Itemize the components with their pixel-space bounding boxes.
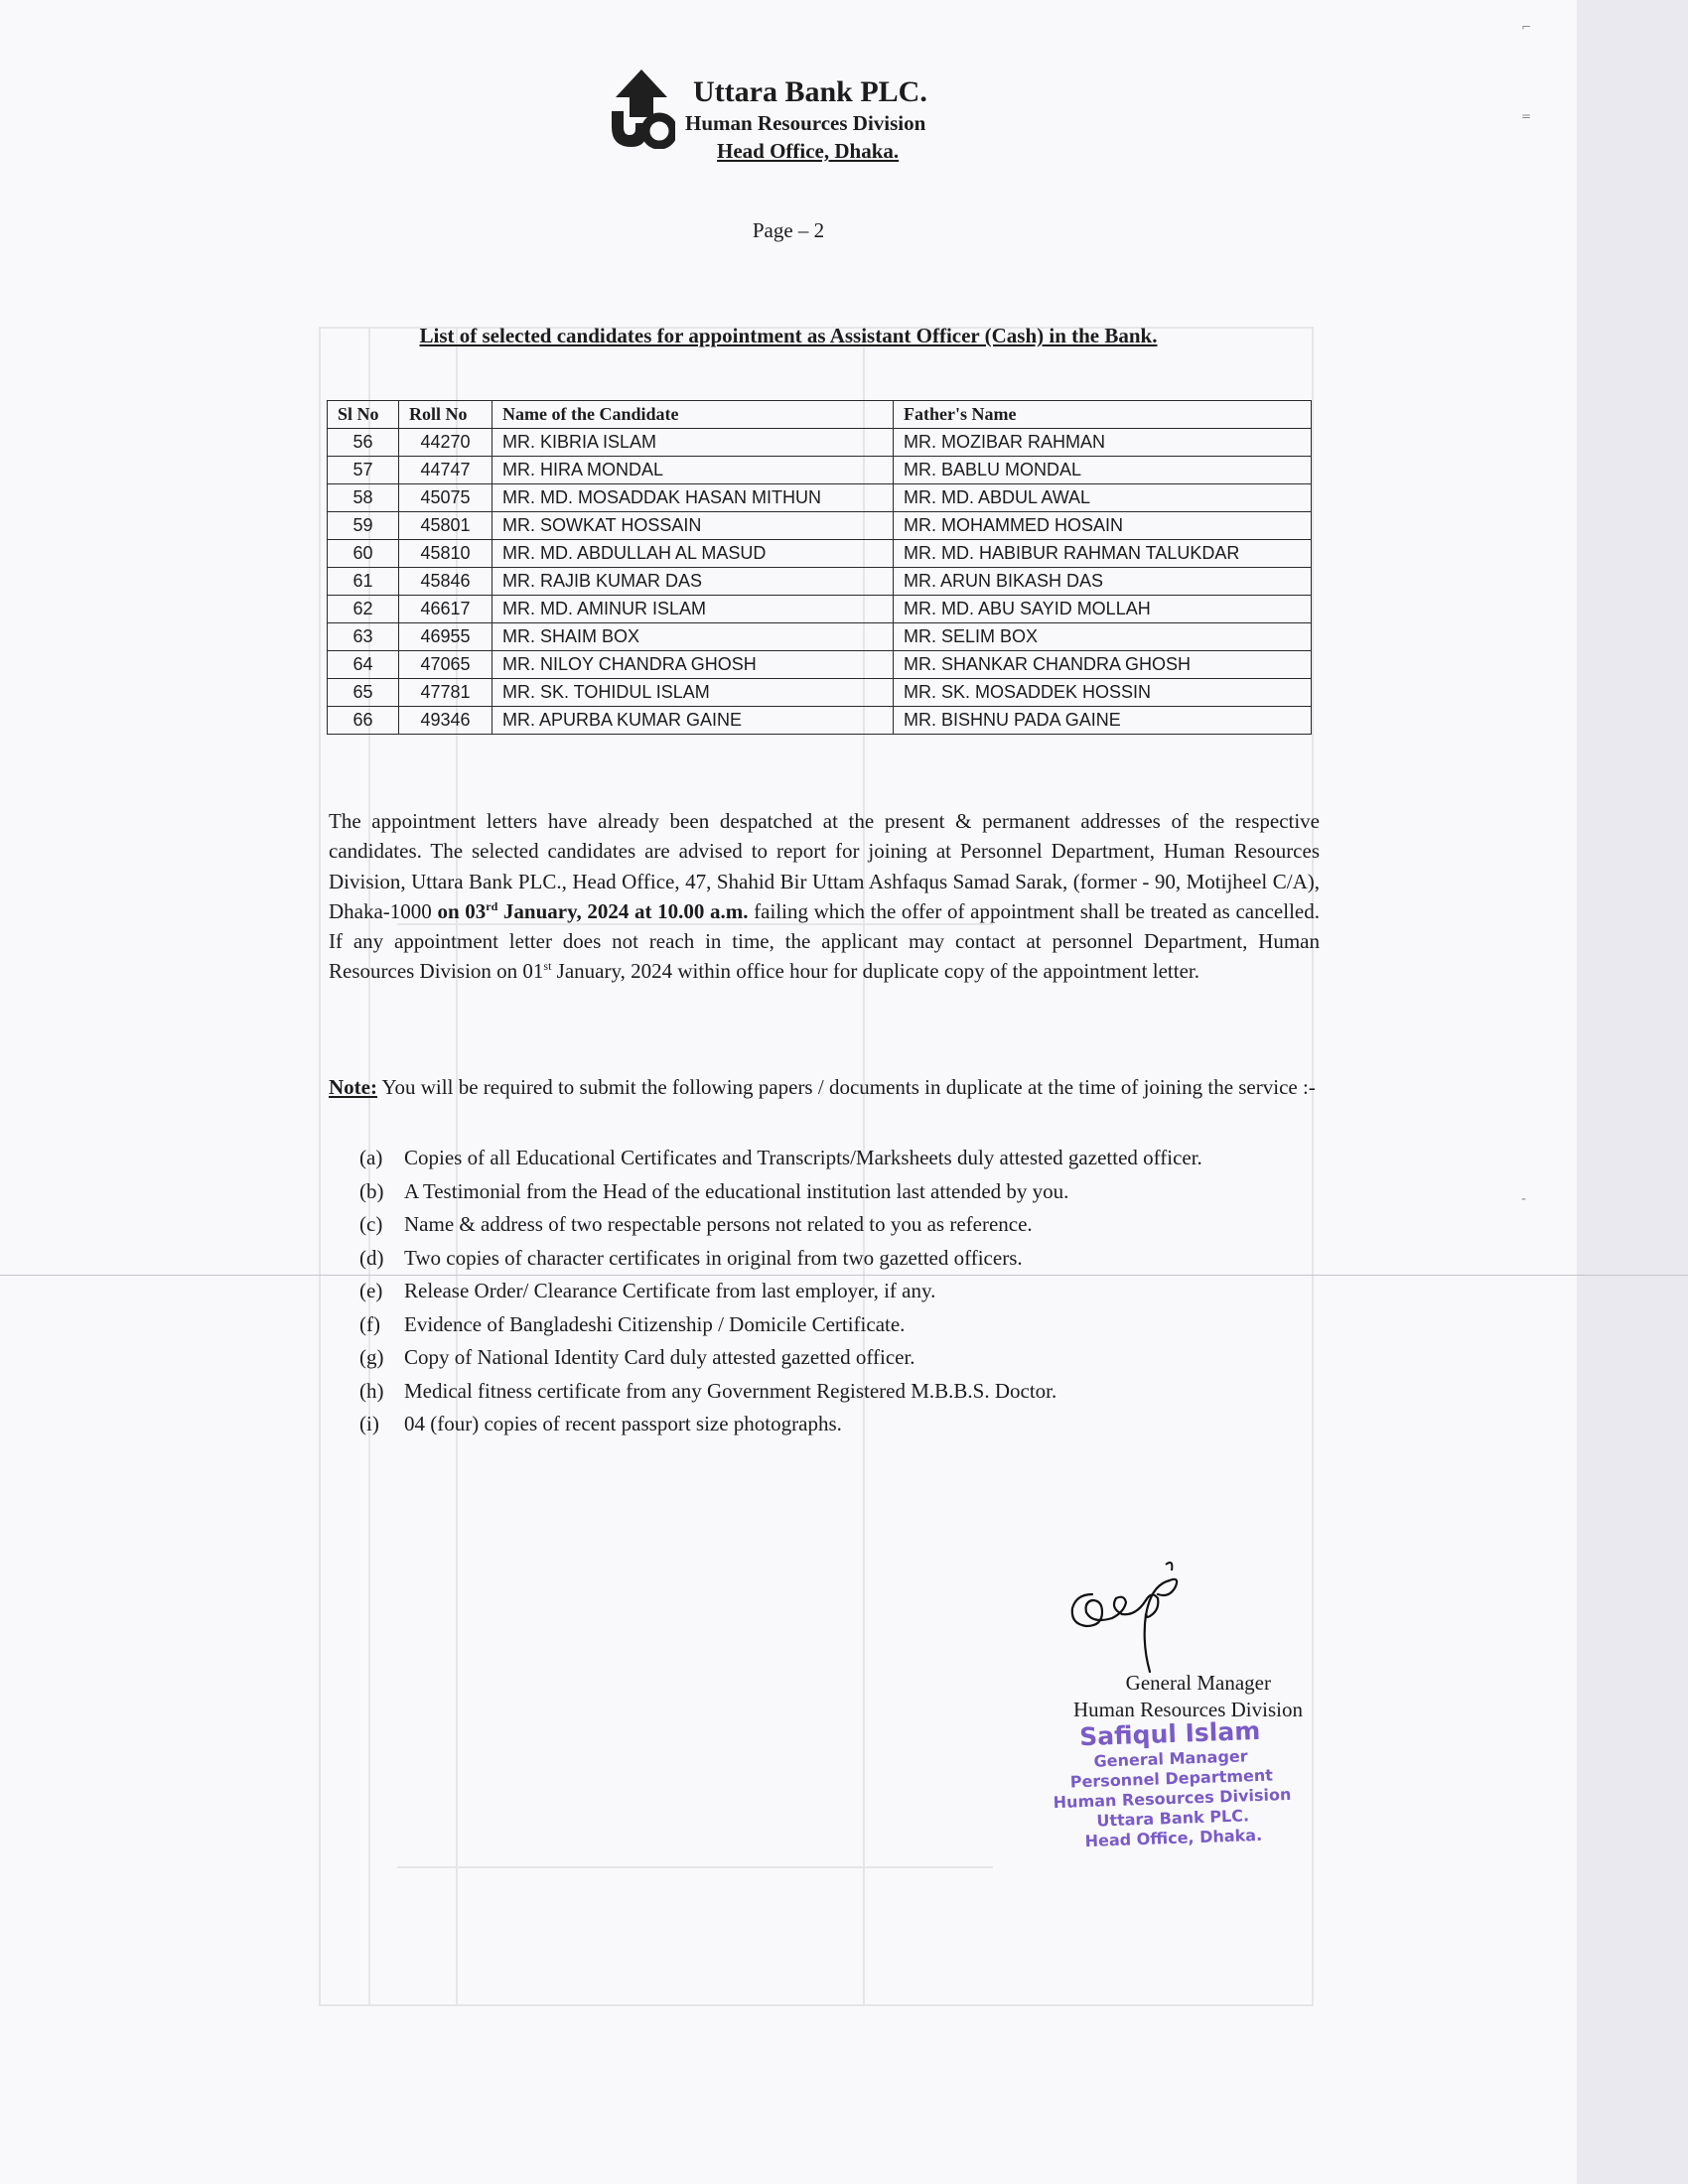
- cell-roll-no: 46955: [399, 623, 492, 651]
- uttara-bank-logo: [608, 68, 675, 149]
- cell-father-name: MR. MOZIBAR RAHMAN: [894, 429, 1312, 457]
- stamp-name: Safiqul Islam: [1078, 1715, 1261, 1752]
- header-candidate-name: Name of the Candidate: [492, 401, 894, 429]
- list-item: [359, 1308, 1352, 1342]
- list-item-text: Evidence of Bangladeshi Citizenship / Domicile Certificate.: [404, 1311, 906, 1336]
- list-item: [359, 1275, 1352, 1308]
- cell-roll-no: 49346: [399, 707, 492, 735]
- paragraph-text: January, 2024 within office hour for duplicate copy of the appointment letter.: [551, 959, 1199, 984]
- table-header-row: [328, 401, 1312, 429]
- cell-father-name: MR. MOHAMMED HOSAIN: [894, 512, 1312, 540]
- letterhead: [608, 66, 1005, 169]
- stamp-line: Head Office, Dhaka.: [1084, 1825, 1263, 1851]
- cell-father-name: MR. MD. ABDUL AWAL: [894, 484, 1312, 512]
- stamp-line: Human Resources Division: [1053, 1784, 1292, 1813]
- paragraph-text: failing which the offer of appointment shall be treated as cancelled. If any appointment letter does not reach in time, the applicant may contact at personnel Department, Human Resources Division on 01: [329, 898, 1320, 984]
- cell-roll-no: 47065: [399, 651, 492, 679]
- signatory-division: Human Resources Division: [1073, 1698, 1303, 1721]
- stamp-line: General Manager: [1093, 1746, 1248, 1771]
- cell-sl-no: 57: [328, 457, 399, 484]
- joining-date-text: on 03: [437, 898, 487, 923]
- cell-roll-no: 45846: [399, 568, 492, 596]
- cell-father-name: MR. SELIM BOX: [894, 623, 1312, 651]
- ordinal-suffix: st: [543, 959, 552, 974]
- list-marker: (g): [359, 1345, 384, 1369]
- note-label: Note:: [329, 1075, 377, 1099]
- list-marker: (c): [359, 1212, 383, 1236]
- cell-father-name: MR. MD. ABU SAYID MOLLAH: [894, 596, 1312, 623]
- stamp-line: Uttara Bank PLC.: [1096, 1806, 1250, 1831]
- signatory-title: General Manager: [1125, 1671, 1271, 1695]
- list-item: [359, 1408, 1352, 1441]
- cell-sl-no: 64: [328, 651, 399, 679]
- cell-candidate-name: MR. MD. AMINUR ISLAM: [492, 596, 894, 623]
- bank-name: Uttara Bank PLC.: [693, 75, 927, 108]
- list-item-text: Release Order/ Clearance Certificate from last employer, if any.: [404, 1279, 936, 1302]
- table-row: [328, 568, 1312, 596]
- list-marker: (e): [359, 1279, 383, 1302]
- list-item-text: 04 (four) copies of recent passport size photographs.: [404, 1412, 842, 1435]
- cell-candidate-name: MR. KIBRIA ISLAM: [492, 429, 894, 457]
- table-row: [328, 596, 1312, 623]
- cell-candidate-name: MR. NILOY CHANDRA GHOSH: [492, 651, 894, 679]
- cell-father-name: MR. BABLU MONDAL: [894, 457, 1312, 484]
- table-row: [328, 707, 1312, 735]
- stamp-line: Personnel Department: [1069, 1765, 1274, 1792]
- cell-sl-no: 66: [328, 707, 399, 735]
- cell-father-name: MR. MD. HABIBUR RAHMAN TALUKDAR: [894, 540, 1312, 568]
- note-text: You will be required to submit the following papers / documents in duplicate at the time of joining the service :-: [376, 1075, 1316, 1099]
- cell-roll-no: 45075: [399, 484, 492, 512]
- required-documents-list: [359, 1142, 1352, 1441]
- division-name: Human Resources Division: [685, 111, 926, 135]
- cell-roll-no: 44747: [399, 457, 492, 484]
- list-marker: (i): [359, 1412, 379, 1435]
- list-item: [359, 1375, 1352, 1409]
- joining-time-text: January, 2024 at 10.00 a.m.: [497, 898, 749, 923]
- handwritten-signature: [1062, 1555, 1221, 1674]
- cell-candidate-name: MR. HIRA MONDAL: [492, 457, 894, 484]
- candidates-table: [327, 400, 1312, 735]
- cell-roll-no: 46617: [399, 596, 492, 623]
- table-row: [328, 429, 1312, 457]
- table-row: [328, 540, 1312, 568]
- list-marker: (b): [359, 1178, 384, 1203]
- cell-sl-no: 61: [328, 568, 399, 596]
- list-marker: (f): [359, 1311, 380, 1336]
- list-item: [359, 1208, 1352, 1242]
- list-item: [359, 1142, 1352, 1175]
- cell-roll-no: 44270: [399, 429, 492, 457]
- list-item-text: Two copies of character certificates in original from two gazetted officers.: [404, 1245, 1023, 1270]
- list-marker: (d): [359, 1245, 384, 1270]
- header-roll-no: Roll No: [399, 401, 492, 429]
- cell-father-name: MR. SHANKAR CHANDRA GHOSH: [894, 651, 1312, 679]
- list-item-text: Name & address of two respectable persons not related to you as reference.: [404, 1212, 1033, 1236]
- cell-sl-no: 63: [328, 623, 399, 651]
- list-item: [359, 1341, 1352, 1375]
- cell-roll-no: 45810: [399, 540, 492, 568]
- joining-date: [437, 899, 748, 923]
- official-stamp: [1021, 1714, 1323, 1853]
- list-item-text: Medical fitness certificate from any Government Registered M.B.B.S. Doctor.: [404, 1378, 1057, 1403]
- page-number: Page – 2: [752, 218, 825, 242]
- cell-father-name: MR. BISHNU PADA GAINE: [894, 707, 1312, 735]
- cell-candidate-name: MR. RAJIB KUMAR DAS: [492, 568, 894, 596]
- paragraph-text: The appointment letters have already been despatched at the present & permanent addresses of the respective candidates. The selected candidates are advised to report for joining at Personnel Department, Human Resources Division, Uttara Bank PLC., Head Office, 47, Shahid Bir Uttam Ashfaqus Samad Sarak, (former - 90, Motijheel C/A), Dhaka-1000: [329, 809, 1320, 923]
- cell-sl-no: 56: [328, 429, 399, 457]
- scan-edge-mark: =: [1521, 109, 1532, 123]
- cell-roll-no: 47781: [399, 679, 492, 707]
- list-marker: (h): [359, 1378, 384, 1403]
- office-name: Head Office, Dhaka.: [717, 139, 900, 163]
- cell-roll-no: 45801: [399, 512, 492, 540]
- cell-sl-no: 60: [328, 540, 399, 568]
- cell-sl-no: 58: [328, 484, 399, 512]
- header-father-name: Father's Name: [894, 401, 1312, 429]
- scan-fold-line: [0, 1275, 1688, 1276]
- cell-candidate-name: MR. APURBA KUMAR GAINE: [492, 707, 894, 735]
- cell-father-name: MR. SK. MOSADDEK HOSSIN: [894, 679, 1312, 707]
- header-sl-no: Sl No: [328, 401, 399, 429]
- table-row: [328, 623, 1312, 651]
- list-item: [359, 1175, 1352, 1209]
- table-row: [328, 512, 1312, 540]
- cell-candidate-name: MR. MD. MOSADDAK HASAN MITHUN: [492, 484, 894, 512]
- cell-sl-no: 62: [328, 596, 399, 623]
- appointment-paragraph: [329, 806, 1320, 987]
- cell-candidate-name: MR. SHAIM BOX: [492, 623, 894, 651]
- cell-candidate-name: MR. SK. TOHIDUL ISLAM: [492, 679, 894, 707]
- list-item: [359, 1242, 1352, 1276]
- table-row: [328, 679, 1312, 707]
- cell-candidate-name: MR. SOWKAT HOSSAIN: [492, 512, 894, 540]
- note-paragraph: [329, 1072, 1320, 1102]
- table-row: [328, 484, 1312, 512]
- ordinal-suffix: rd: [486, 898, 498, 913]
- list-item-text: A Testimonial from the Head of the educational institution last attended by you.: [404, 1178, 1069, 1203]
- cell-sl-no: 59: [328, 512, 399, 540]
- list-item-text: Copy of National Identity Card duly attested gazetted officer.: [404, 1345, 915, 1369]
- table-row: [328, 651, 1312, 679]
- scan-edge-mark: ⌐: [1521, 20, 1532, 34]
- list-item-text: Copies of all Educational Certificates and Transcripts/Marksheets duly attested gazetted officer.: [404, 1146, 1202, 1169]
- list-title: List of selected candidates for appointment as Assistant Officer (Cash) in the Bank.: [419, 324, 1158, 347]
- cell-candidate-name: MR. MD. ABDULLAH AL MASUD: [492, 540, 894, 568]
- table-row: [328, 457, 1312, 484]
- cell-sl-no: 65: [328, 679, 399, 707]
- cell-father-name: MR. ARUN BIKASH DAS: [894, 568, 1312, 596]
- list-marker: (a): [359, 1146, 383, 1169]
- scan-edge-mark: -: [1521, 1191, 1527, 1207]
